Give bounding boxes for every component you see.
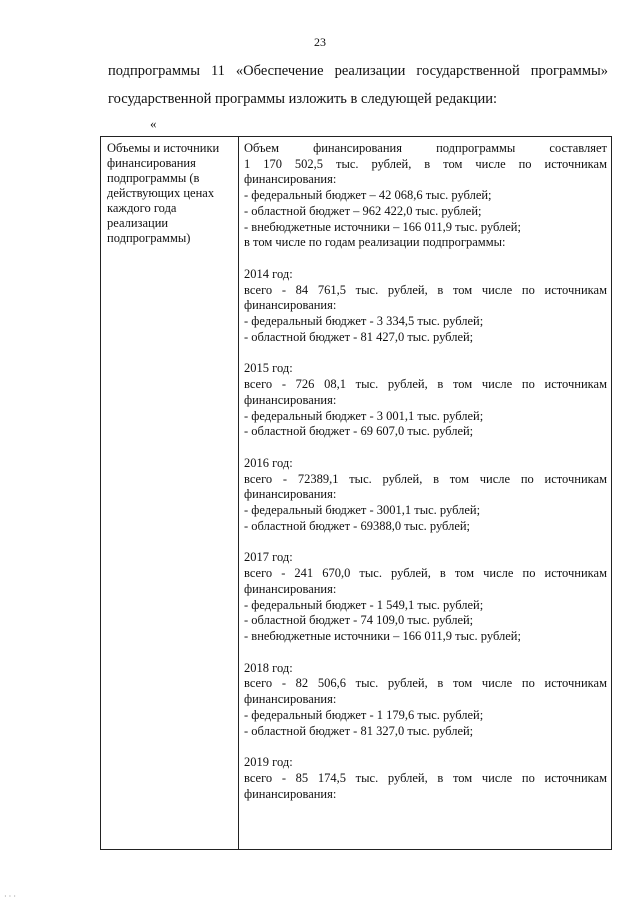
year-block	[244, 456, 607, 535]
summary-line: Объем финансирования подпрограммы составляет	[244, 141, 607, 155]
table-label-cell	[101, 137, 239, 849]
year-block	[244, 361, 607, 440]
financing-table	[100, 136, 612, 850]
year-item: - федеральный бюджет - 3001,1 тыс. рублей;	[244, 503, 481, 518]
summary-line: 1 170 502,5 тыс. рублей, в том числе по источникам	[244, 156, 607, 171]
intro-word: программы»	[530, 63, 608, 79]
table-content-cell	[239, 137, 611, 849]
year-item: - областной бюджет - 81 327,0 тыс. рублей;	[244, 723, 474, 738]
year-item: - областной бюджет - 81 427,0 тыс. рублей;	[244, 329, 474, 344]
year-financing-label: финансирования:	[244, 786, 337, 801]
year-item: - областной бюджет - 74 109,0 тыс. рублей;	[244, 613, 474, 628]
year-heading: 2018 год:	[244, 660, 293, 675]
summary-item: - внебюджетные источники – 166 011,9 тыс. рублей;	[244, 219, 521, 234]
year-block	[244, 755, 607, 802]
year-financing-label: финансирования:	[244, 581, 337, 596]
year-item: - федеральный бюджет - 1 179,6 тыс. рублей;	[244, 707, 484, 722]
year-total: всего - 726 08,1 тыс. рублей, в том числе по источникам	[244, 377, 607, 392]
by-year-heading: в том числе по годам реализации подпрограммы:	[244, 235, 506, 250]
year-heading: 2019 год:	[244, 755, 293, 770]
year-total: всего - 84 761,5 тыс. рублей, в том числе по источникам	[244, 282, 607, 297]
page-number: 23	[314, 35, 326, 49]
intro-word: «Обеспечение	[235, 63, 324, 79]
summary-line: финансирования:	[244, 172, 337, 187]
year-block	[244, 661, 607, 740]
intro-line-1	[108, 63, 608, 80]
year-item: - федеральный бюджет - 1 549,1 тыс. рублей;	[244, 597, 484, 612]
scan-mark: · · ·	[4, 892, 16, 901]
year-total: всего - 241 670,0 тыс. рублей, в том числе по источникам	[244, 566, 607, 581]
year-total: всего - 85 174,5 тыс. рублей, в том числе по источникам	[244, 770, 607, 785]
year-heading: 2017 год:	[244, 550, 293, 565]
year-financing-label: финансирования:	[244, 298, 337, 313]
year-item: - федеральный бюджет - 3 334,5 тыс. рублей;	[244, 314, 484, 329]
table-label-text: Объемы и источники финансирования подпрограммы (в действующих ценах каждого года реализации подпрограммы)	[107, 141, 220, 245]
intro-word: реализации	[334, 63, 406, 79]
years-list	[244, 267, 607, 802]
year-block	[244, 550, 607, 644]
year-block	[244, 267, 607, 346]
year-financing-label: финансирования:	[244, 692, 337, 707]
year-financing-label: финансирования:	[244, 487, 337, 502]
year-total: всего - 82 506,6 тыс. рублей, в том числе по источникам	[244, 676, 607, 691]
intro-word: подпрограммы	[108, 63, 200, 79]
year-total: всего - 72389,1 тыс. рублей, в том числе по источникам	[244, 471, 607, 486]
year-heading: 2015 год:	[244, 361, 293, 376]
opening-quote: «	[150, 116, 157, 131]
year-heading: 2014 год:	[244, 266, 293, 281]
intro-word: государственной	[416, 63, 520, 79]
intro-word: 11	[210, 63, 225, 79]
year-financing-label: финансирования:	[244, 392, 337, 407]
summary-item: - федеральный бюджет – 42 068,6 тыс. рублей;	[244, 188, 492, 203]
year-item: - областной бюджет - 69 607,0 тыс. рублей;	[244, 424, 474, 439]
year-item: - областной бюджет - 69388,0 тыс. рублей;	[244, 518, 471, 533]
year-item: - внебюджетные источники – 166 011,9 тыс. рублей;	[244, 628, 521, 643]
intro-line-2: государственной программы изложить в следующей редакции:	[108, 91, 498, 107]
year-heading: 2016 год:	[244, 455, 293, 470]
year-item: - федеральный бюджет - 3 001,1 тыс. рублей;	[244, 408, 484, 423]
summary-item: - областной бюджет – 962 422,0 тыс. рублей;	[244, 203, 482, 218]
